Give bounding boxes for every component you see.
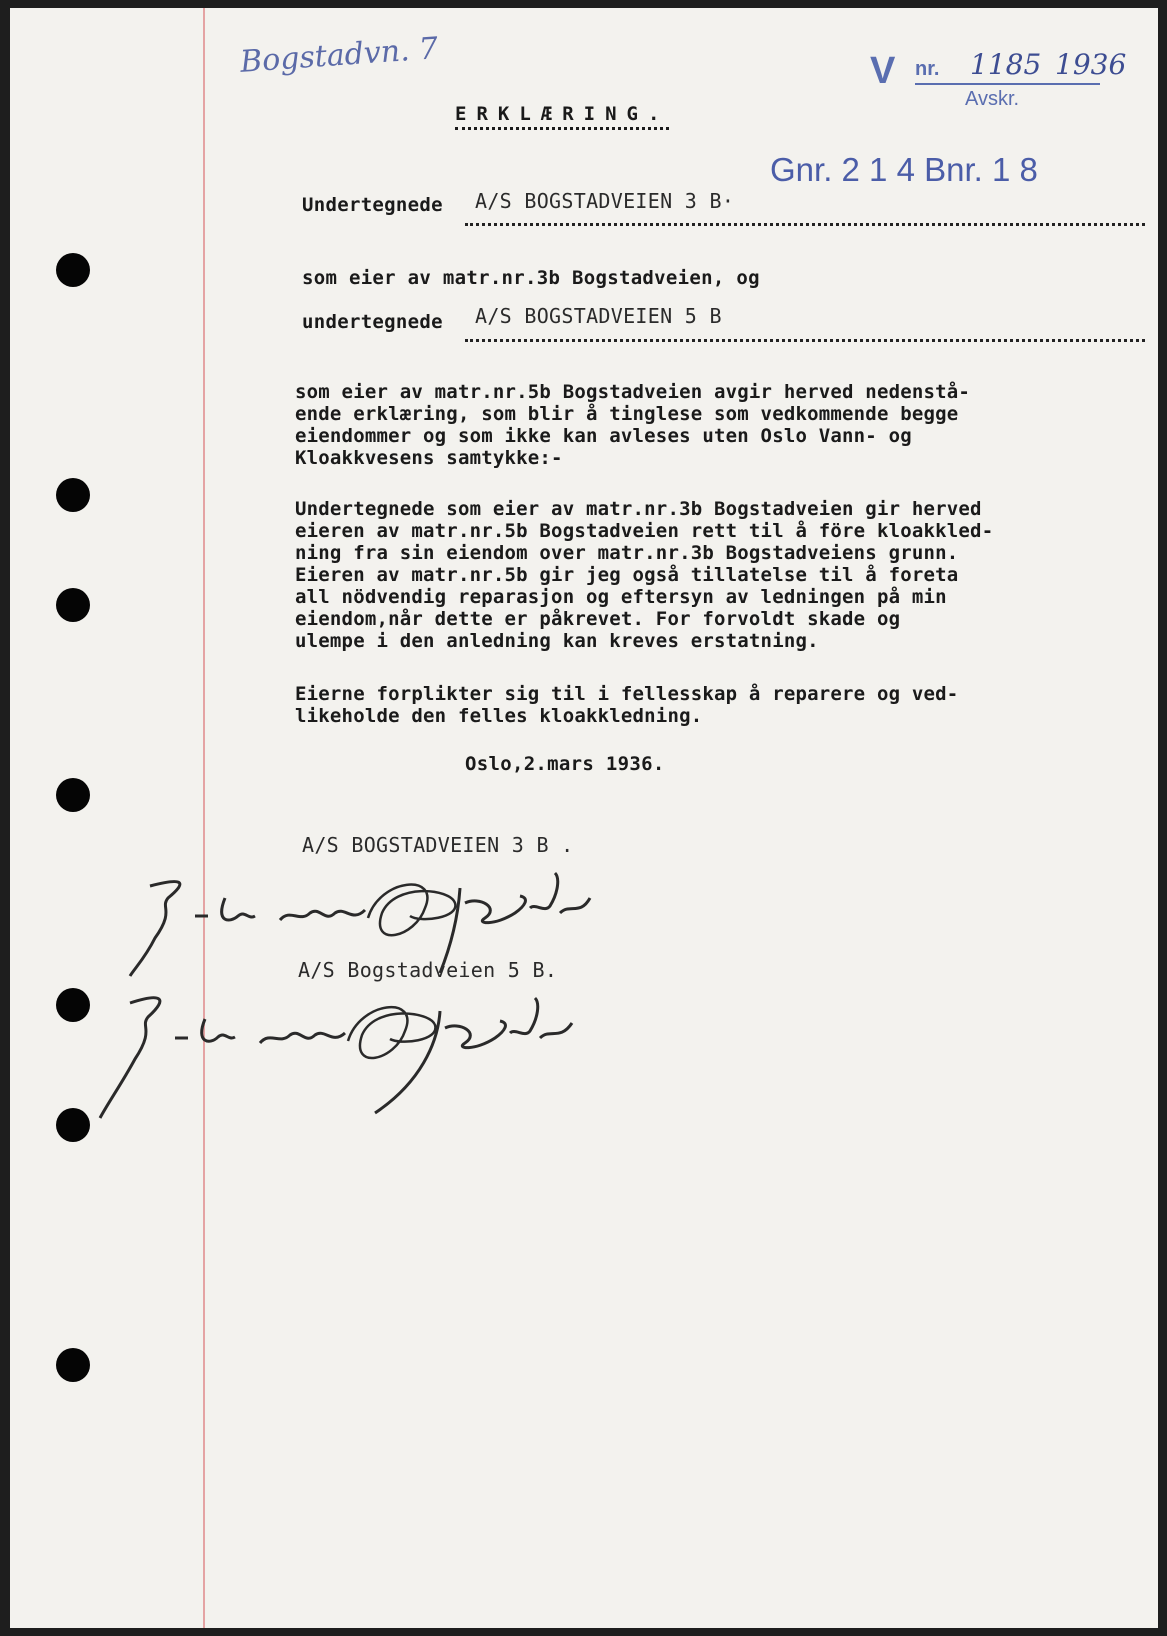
stamp-avskr: Avskr. (965, 88, 1020, 110)
paragraph-line: ulempe i den anledning kan kreves erstatning. (295, 630, 819, 652)
punch-hole (56, 1348, 90, 1382)
paragraph-line: ning fra sin eiendom over matr.nr.3b Bogstadveiens grunn. (295, 542, 959, 564)
party2-label: undertegnede (302, 311, 443, 333)
paragraph-line: ende erklæring, som blir å tinglese som vedkommende begge (295, 403, 959, 425)
signer-2: A/S Bogstadveien 5 B. (298, 958, 558, 982)
document-page (10, 8, 1158, 1628)
stamp-v-mark: V (870, 50, 896, 92)
stamp-underline (915, 83, 1100, 85)
stamp-gnr-bnr: Gnr. 2 1 4 Bnr. 1 8 (770, 151, 1038, 188)
margin-line (203, 8, 205, 1628)
paragraph-line: all nödvendig reparasjon og eftersyn av ledningen på min (295, 586, 947, 608)
document-title: ERKLÆRING. (455, 103, 669, 130)
stamp-nr-value: 1185 (970, 48, 1042, 81)
paragraph-2 (295, 498, 1095, 652)
paragraph-line: likeholde den felles kloakkledning. (295, 705, 703, 727)
signer-1: A/S BOGSTADVEIEN 3 B . (302, 833, 574, 857)
stamp-nr-label: nr. (915, 58, 940, 80)
stamp-year: 1936 (1055, 48, 1127, 81)
paragraph-line: eieren av matr.nr.5b Bogstadveien rett til å före kloakkled- (295, 520, 994, 542)
party1-label: Undertegnede (302, 194, 443, 216)
paragraph-line: som eier av matr.nr.5b Bogstadveien avgir herved nedenstå- (295, 381, 971, 403)
place-date: Oslo,2.mars 1936. (465, 753, 665, 775)
paragraph-1 (295, 381, 1095, 469)
paragraph-line: eiendom,når dette er påkrevet. For forvoldt skade og (295, 608, 901, 630)
party2-name: A/S BOGSTADVEIEN 5 B (475, 304, 722, 328)
punch-hole (56, 253, 90, 287)
paragraph-line: Eierne forplikter sig til i fellesskap å reparere og ved- (295, 683, 959, 705)
paragraph-line: Undertegnede som eier av matr.nr.3b Bogstadveien gir herved (295, 498, 982, 520)
punch-hole (56, 778, 90, 812)
party2-dotted-line (465, 339, 1145, 342)
punch-hole (56, 478, 90, 512)
punch-hole (56, 588, 90, 622)
handwritten-header: Bogstadvn. 7 (239, 31, 440, 80)
paragraph-line: eiendommer og som ikke kan avleses uten Oslo Vann- og (295, 425, 912, 447)
paragraph-line: Eieren av matr.nr.5b gir jeg også tillatelse til å foreta (295, 564, 959, 586)
handwritten-signature-2 (60, 983, 600, 1123)
party1-dotted-line (465, 223, 1145, 226)
paragraph-line: Kloakkvesens samtykke:- (295, 447, 563, 469)
party1-owner-line: som eier av matr.nr.3b Bogstadveien, og (302, 267, 760, 289)
paragraph-3 (295, 683, 1095, 727)
party1-name: A/S BOGSTADVEIEN 3 B· (475, 189, 735, 213)
